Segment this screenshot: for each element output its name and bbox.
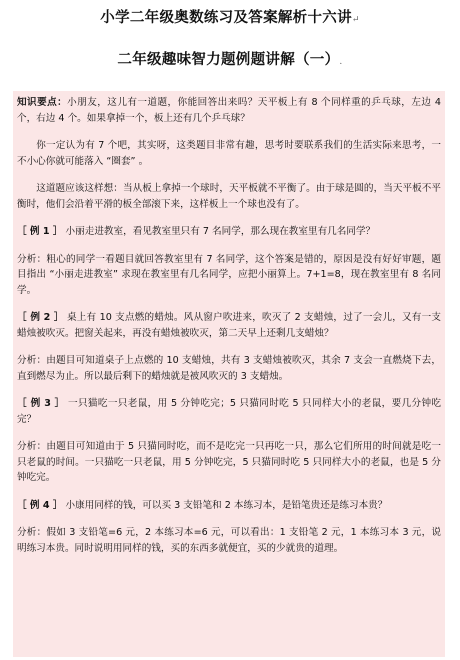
- document-subtitle: [0, 48, 460, 69]
- example-label: ［ 例 3 ］: [17, 398, 65, 409]
- knowledge-paragraph: [13, 95, 445, 126]
- example-1-analysis: 分析：粗心的同学一看题目就回答教室里有 7 名同学，这个答案是错的，原因是没有好好审题，题目指出 “小丽走进教室” 求现在教室里有几名同学，应把小丽算上。7+1=8，现在教室里有 8 名同学。: [17, 253, 441, 296]
- example-4-question: [13, 498, 445, 514]
- example-3-question: [13, 396, 445, 427]
- knowledge-paragraph-2: 你一定认为有 7 个吧，其实呀，这类题目非常有趣，思考时要联系我们的生活实际来思考，一不小心你就可能落入 “圈套” 。: [17, 140, 441, 167]
- example-1-question: [13, 224, 445, 240]
- content-box: [13, 91, 445, 657]
- example-4-analysis: 分析：假如 3 支铅笔=6 元，2 本练习本=6 元，可以看出：1 支铅笔 2 元，1 本练习本 3 元，说明练习本贵。同时说明用同样的钱，买的东西多就便宜，买的少就贵的道理。: [17, 527, 441, 554]
- knowledge-label: 知识要点：: [17, 97, 68, 108]
- example-label: ［ 例 4 ］: [17, 499, 63, 511]
- example-question: 小丽走进教室，看见教室里只有 7 名同学，那么现在教室里有几名同学？: [62, 226, 376, 237]
- example-3-analysis: 分析：由题目可知道由于 5 只猫同时吃，而不是吃完一只再吃一只，那么它们所用的时间就是吃一只老鼠的时间。一只猫吃一只老鼠，用 5 分钟吃完，5 只猫同时吃 5 只同样大小的老鼠，也是 5 分钟吃完。: [17, 441, 441, 483]
- example-question: 一只猫吃一只老鼠，用 5 分钟吃完；5 只猫同时吃 5 只同样大小的老鼠，要几分钟吃完？: [17, 398, 441, 425]
- subtitle-text: 二年级趣味智力题例题讲解（一）: [117, 51, 340, 68]
- example-label: ［ 例 1 ］: [17, 226, 63, 237]
- example-question: 桌上有 10 支点燃的蜡烛。风从窗户吹进来，吹灭了 2 支蜡烛，过了一会儿，又有一支蜡烛被吹灭。把窗关起来，再没有蜡烛被吹灭，第二天早上还剩几支蜡烛？: [17, 312, 441, 339]
- example-2-question: [13, 310, 445, 341]
- knowledge-paragraph-3: 这道题应该这样想：当从板上拿掉一个球时，天平板就不平衡了。由于球是圆的，当天平板不平衡时，他们会沿着平滑的板全部滚下来，这样板上一个球也没有了。: [17, 183, 441, 210]
- document-title: [0, 6, 460, 27]
- example-label: ［ 例 2 ］: [17, 312, 64, 323]
- knowledge-text: 小朋友，这儿有一道题，你能回答出来吗？天平板上有 8 个同样重的乒乓球，左边 4 个，右边 4 个。如果拿掉一个，板上还有几个乒乓球？: [17, 97, 442, 124]
- example-question: 小康用同样的钱，可以买 3 支铅笔和 2 本练习本，是铅笔贵还是练习本贵？: [62, 499, 388, 511]
- title-text: 小学二年级奥数练习及答案解析十六讲: [100, 9, 352, 26]
- paragraph-mark: ↵: [351, 15, 360, 25]
- example-2-analysis: 分析：由题目可知道桌子上点燃的 10 支蜡烛，共有 3 支蜡烛被吹灭，其余 7 支会一直燃烧下去，直到燃尽为止。所以最后剩下的蜡烛就是被风吹灭的 3 支蜡烛。: [17, 355, 441, 382]
- paragraph-mark: .: [339, 57, 343, 67]
